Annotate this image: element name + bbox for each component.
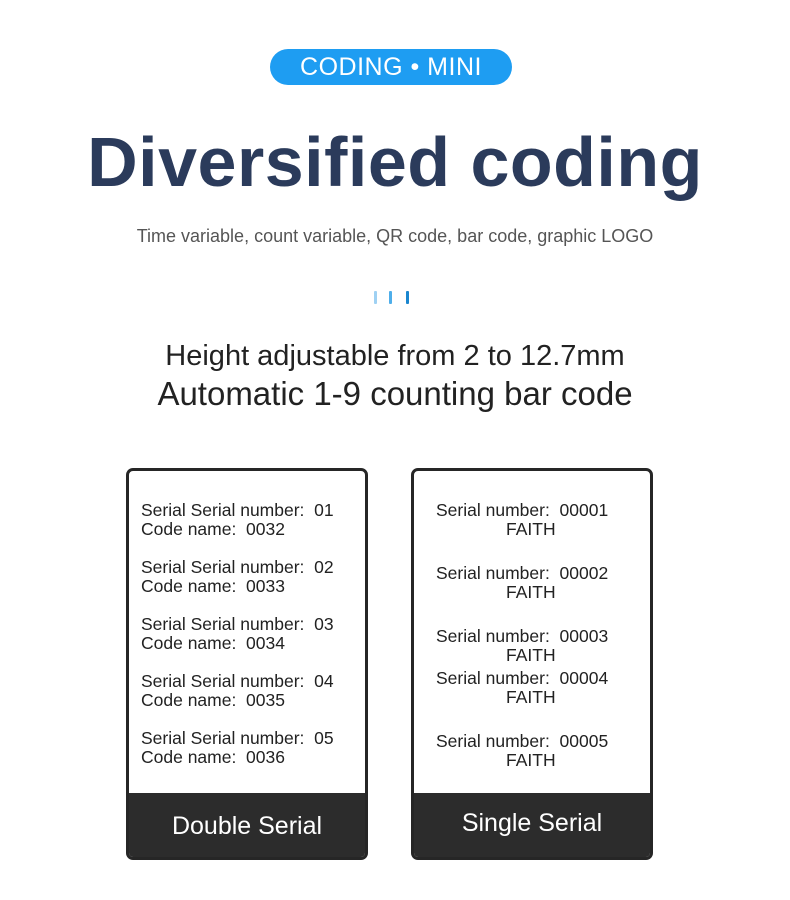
list-item bbox=[436, 669, 636, 707]
list-item bbox=[141, 558, 334, 596]
feature-counting-text: Automatic 1-9 counting bar code bbox=[157, 375, 633, 412]
faith-line: FAITH bbox=[506, 750, 556, 770]
divider-bar bbox=[406, 291, 409, 304]
code-name-line: Code name: 0035 bbox=[141, 690, 285, 710]
list-item bbox=[141, 501, 334, 539]
serial-line: Serial number: 00004 bbox=[436, 668, 609, 688]
serial-line: Serial Serial number: 04 bbox=[141, 671, 334, 691]
code-name-line: Code name: 0034 bbox=[141, 633, 285, 653]
serial-line: Serial number: 00003 bbox=[436, 626, 609, 646]
feature-height-text: Height adjustable from 2 to 12.7mm bbox=[165, 340, 625, 372]
faith-line: FAITH bbox=[506, 582, 556, 602]
serial-line: Serial Serial number: 03 bbox=[141, 614, 334, 634]
serial-line: Serial number: 00002 bbox=[436, 563, 609, 583]
double-serial-card bbox=[126, 468, 368, 860]
serial-line: Serial Serial number: 01 bbox=[141, 500, 334, 520]
code-name-line: Code name: 0036 bbox=[141, 747, 285, 767]
serial-line: Serial number: 00001 bbox=[436, 500, 609, 520]
code-name-line: Code name: 0032 bbox=[141, 519, 285, 539]
list-item bbox=[436, 564, 636, 602]
list-item bbox=[436, 501, 636, 539]
list-item bbox=[436, 732, 636, 770]
serial-line: Serial Serial number: 02 bbox=[141, 557, 334, 577]
faith-line: FAITH bbox=[506, 519, 556, 539]
single-serial-label: Single Serial bbox=[414, 793, 650, 857]
divider-bars-icon bbox=[374, 291, 414, 305]
code-name-line: Code name: 0033 bbox=[141, 576, 285, 596]
coding-mini-badge: CODING • MINI bbox=[270, 49, 512, 85]
single-serial-card bbox=[411, 468, 653, 860]
serial-line: Serial number: 00005 bbox=[436, 731, 609, 751]
list-item bbox=[141, 729, 334, 767]
list-item bbox=[141, 672, 334, 710]
divider-bar bbox=[374, 291, 377, 304]
page-subtitle: Time variable, count variable, QR code, bar code, graphic LOGO bbox=[136, 226, 654, 246]
faith-line: FAITH bbox=[506, 687, 556, 707]
faith-line: FAITH bbox=[506, 645, 556, 665]
page-title: Diversified coding bbox=[87, 123, 703, 201]
list-item bbox=[436, 627, 636, 665]
divider-bar bbox=[389, 291, 392, 304]
serial-line: Serial Serial number: 05 bbox=[141, 728, 334, 748]
list-item bbox=[141, 615, 334, 653]
double-serial-label: Double Serial bbox=[129, 793, 365, 857]
